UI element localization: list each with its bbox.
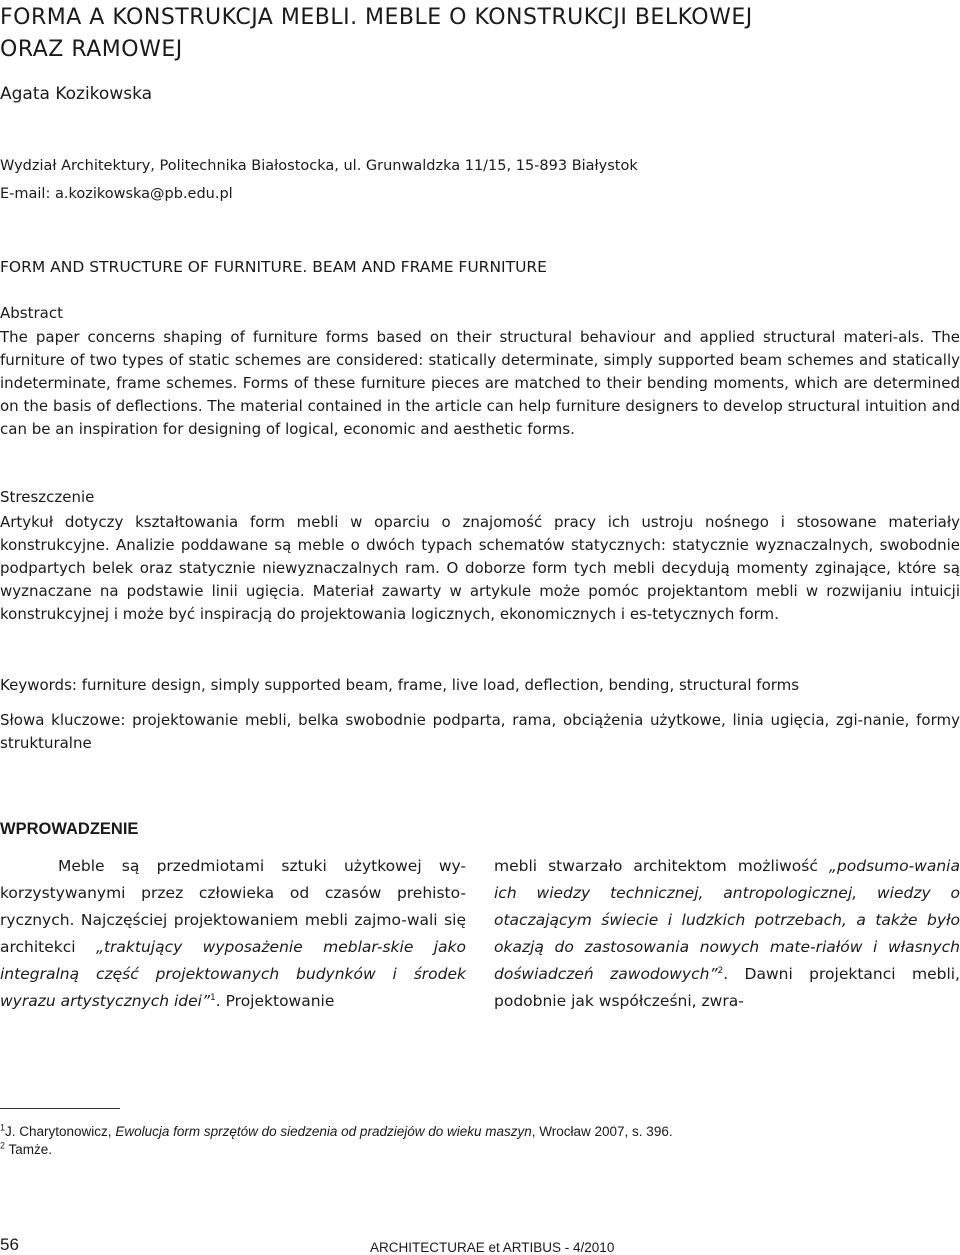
paragraph [0,853,466,1015]
footnote-1 [0,1124,673,1139]
keywords: Keywords: furniture design, simply supported beam, frame, live load, deflection, bending, structural forms [0,676,800,694]
page-number: 56 [0,1235,19,1254]
body-text: . Dawni projektanci mebli, podobnie jak współcześni, zwra- [494,965,960,1010]
quote: „traktujący wyposażenie meblar-skie jako integralną część projektowanych budynków i środek wyrazu artystycznych idei” [0,938,466,1010]
journal-footer: ARCHITECTURAE et ARTIBUS - 4/2010 [370,1240,615,1255]
footnote-separator [0,1108,120,1109]
footnote-ref-2[interactable]: 2 [717,965,724,976]
body-text: . Projektowanie [215,992,335,1010]
abstract-heading: Abstract [0,304,63,322]
body-text: mebli stwarzało architektom możliwość [494,857,829,875]
footnote-text: , Wrocław 2007, s. 396. [531,1124,673,1139]
title-line-2: ORAZ RAMOWEJ [0,37,183,62]
paragraph [494,853,960,1015]
footnote-text: Tamże. [5,1142,53,1157]
quote: „podsumo-wania ich wiedzy technicznej, antropologicznej, wiedzy o otaczającym świecie i ludzkich potrzebach, a także było okazją do zastosowania nowych mate-riałów i własnych doświadczeń zawodowych” [494,857,960,983]
body-column-right [494,853,960,1015]
section-heading: WPROWADZENIE [0,820,139,838]
footnote-mark: 1 [0,1122,6,1133]
affiliation: Wydział Architektury, Politechnika Białostocka, ul. Grunwaldzka 11/15, 15-893 Białystok [0,158,638,174]
body-column-left [0,853,466,1015]
english-title: FORM AND STRUCTURE OF FURNITURE. BEAM AND FRAME FURNITURE [0,258,547,276]
abstract-text: The paper concerns shaping of furniture forms based on their structural behaviour and applied structural materi-als. The furniture of two types of static schemes are considered: statically determinate, simply supported beam schemes and statically indeterminate, frame schemes. Forms of these furniture pieces are matched to their bending moments, which are determined on the basis of deflections. The material contained in the article can help furniture designers to develop structural intuition and can be an inspiration for designing of logical, economic and aesthetic forms. [0,328,960,438]
footnote-2 [0,1142,52,1157]
footnote-ref-1[interactable]: 1 [210,992,216,1003]
title-line-1: FORMA A KONSTRUKCJA MEBLI. MEBLE O KONSTRUKCJI BELKOWEJ [0,5,753,30]
article-title [0,2,753,66]
author-name: Agata Kozikowska [0,84,153,104]
footnote-mark: 2 [0,1140,6,1151]
body-text: Meble są przedmiotami sztuki użytkowej wy-korzystywanymi przez człowieka od czasów prehisto-rycznych. Najczęściej projektowaniem mebli zajmo-wali się architekci [0,857,466,956]
slowa-kluczowe: Słowa kluczowe: projektowanie mebli, belka swobodnie podparta, rama, obciążenia użytkowe, linia ugięcia, zgi-nanie, formy strukturalne [0,711,960,752]
streszczenie-heading: Streszczenie [0,488,95,506]
streszczenie-text: Artykuł dotyczy kształtowania form mebli w oparciu o znajomość pracy ich ustroju nośnego i stosowane materiały konstrukcyjne. Analizie poddawane są meble o dwóch typach schematów statycznych: statycznie wyznaczalnych, swobodnie podpartych belek oraz statycznie niewyznaczalnych ram. O doborze form tych mebli decydują momenty zginające, które są wyznaczane na podstawie linii ugięcia. Materiał zawarty w artykule może pomóc projektantom mebli w rozwijaniu intuicji konstrukcyjnej i może być inspiracją do projektowania logicznych, ekonomicznych i es-tetycznych form. [0,513,960,623]
author-email: E-mail: a.kozikowska@pb.edu.pl [0,186,233,202]
footnote-text: J. Charytonowicz, [5,1124,116,1139]
footnote-cited-title: Ewolucja form sprzętów do siedzenia od pradziejów do wieku maszyn [115,1124,532,1139]
